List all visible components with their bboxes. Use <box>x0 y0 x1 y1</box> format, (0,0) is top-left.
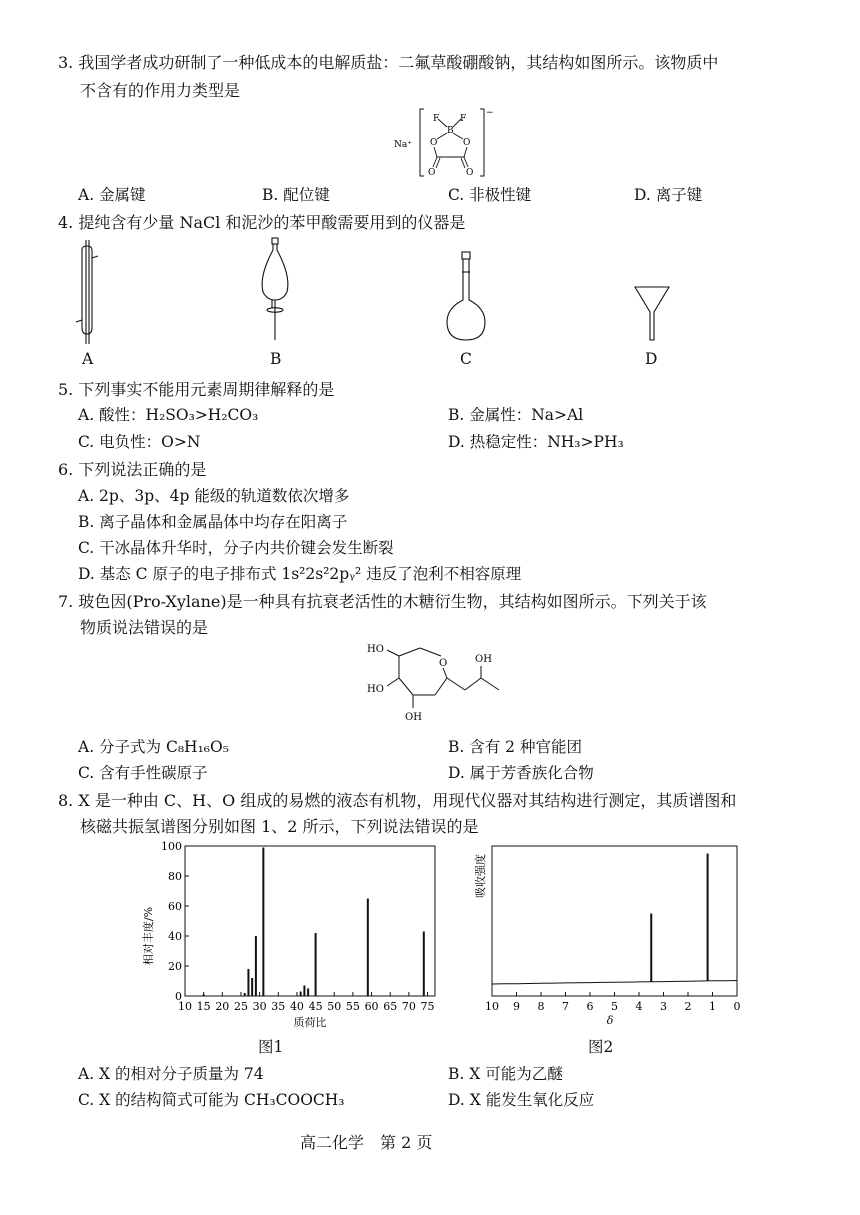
instrument-label-c: C <box>460 350 472 368</box>
instrument-label-a: A <box>82 350 94 368</box>
chart1-xtick-label: 40 <box>289 1000 304 1013</box>
q7-label-ring-o: O <box>439 658 448 669</box>
q7-option-b: B. 含有 2 种官能团 <box>448 738 582 756</box>
q3-atom-f2: F <box>460 114 467 124</box>
chart1-xlabel: 质荷比 <box>293 1016 327 1029</box>
chart2-xtick-label: 6 <box>586 1000 594 1013</box>
chart2-xtick-label: 5 <box>611 1000 618 1013</box>
volumetric-flask-icon <box>443 250 489 345</box>
chart1-ytick-label: 80 <box>168 870 182 883</box>
chart1-xtick-label: 20 <box>215 1000 230 1013</box>
q3-atom-o4: O <box>466 168 474 178</box>
q7-label-ho-left: HO <box>367 684 384 695</box>
chart1-ytick-label: 60 <box>168 900 182 913</box>
q4-stem: 4. 提纯含有少量 NaCl 和泥沙的苯甲酸需要用到的仪器是 <box>58 213 466 232</box>
q3-option-b: B. 配位键 <box>262 186 330 204</box>
chart2-xtick-label: 9 <box>513 1000 520 1013</box>
q3-atom-b: B <box>447 126 454 136</box>
chart1-xtick-label: 15 <box>196 1000 211 1013</box>
q7-structure-figure <box>365 640 535 730</box>
chart1-xtick-label: 75 <box>420 1000 435 1013</box>
chart1-xtick-label: 10 <box>178 1000 192 1013</box>
instrument-label-b: B <box>270 350 282 368</box>
q7-label-ho-top: HO <box>367 644 384 655</box>
q3-atom-o2: O <box>463 138 471 148</box>
chart1-xtick-label: 50 <box>327 1000 342 1013</box>
q3-stem-line1: 3. 我国学者成功研制了一种低成本的电解质盐：二氟草酸硼酸钠，其结构如图所示。该物质中 <box>58 53 719 72</box>
q8-option-c: C. X 的结构简式可能为 CH₃COOCH₃ <box>78 1091 345 1109</box>
chart2-xtick-label: 1 <box>709 1000 716 1013</box>
separatory-funnel-icon <box>255 236 295 346</box>
q5-option-c: C. 电负性：O>N <box>78 433 201 451</box>
q7-label-oh-chain: OH <box>475 654 492 665</box>
chart2-baseline <box>492 981 737 985</box>
q7-label-oh-bottom: OH <box>405 712 422 723</box>
q3-option-a: A. 金属键 <box>78 186 146 204</box>
q8-stem-line1: 8. X 是一种由 C、H、O 组成的易燃的液态有机物，用现代仪器对其结构进行测定，其质谱图和 <box>58 791 737 810</box>
instrument-label-d: D <box>645 350 658 368</box>
chart2-xtick-label: 4 <box>635 1000 643 1013</box>
q3-atom-o1: O <box>430 138 438 148</box>
chart1-xtick-label: 30 <box>252 1000 267 1013</box>
q5-option-a: A. 酸性：H₂SO₃>H₂CO₃ <box>78 406 259 424</box>
chart1-ytick-label: 0 <box>175 990 182 1003</box>
chart1-ytick-label: 40 <box>168 930 182 943</box>
chart2-xtick-label: 7 <box>562 1000 569 1013</box>
chart2-xtick-label: 2 <box>684 1000 692 1013</box>
chart2-xtick-label: 3 <box>660 1000 667 1013</box>
q6-option-c: C. 干冰晶体升华时，分子内共价键会发生断裂 <box>78 539 394 557</box>
q7-stem-line1: 7. 玻色因(Pro-Xylane)是一种具有抗衰老活性的木糖衍生物，其结构如图所示。下列关于该 <box>58 592 707 611</box>
chart2-xtick-label: 8 <box>537 1000 545 1013</box>
q7-stem-line2: 物质说法错误的是 <box>80 618 209 637</box>
chart1-ytick-label: 100 <box>161 840 182 853</box>
funnel-icon <box>632 284 672 344</box>
page-footer: 高二化学 第 2 页 <box>300 1133 433 1152</box>
chart1-xtick-label: 45 <box>308 1000 323 1013</box>
chart1-xtick-label: 35 <box>271 1000 286 1013</box>
q8-option-b: B. X 可能为乙醚 <box>448 1065 563 1083</box>
chart1-ytick-label: 20 <box>168 960 182 973</box>
condenser-icon <box>70 238 104 348</box>
q7-option-d: D. 属于芳香族化合物 <box>448 764 594 782</box>
chart1-xtick-label: 70 <box>401 1000 416 1013</box>
q6-option-b: B. 离子晶体和金属晶体中均存在阳离子 <box>78 513 348 531</box>
q3-cation-label: Na⁺ <box>394 140 412 150</box>
chart1-xtick-label: 65 <box>383 1000 398 1013</box>
q8-option-d: D. X 能发生氧化反应 <box>448 1091 595 1109</box>
nmr-spectrum-chart <box>470 836 750 1031</box>
q7-option-c: C. 含有手性碳原子 <box>78 764 208 782</box>
chart1-xtick-label: 55 <box>345 1000 360 1013</box>
chart2-xtick-label: 10 <box>485 1000 499 1013</box>
q3-charge-label: − <box>486 108 494 118</box>
chart1-xtick-label: 25 <box>233 1000 248 1013</box>
q5-option-b: B. 金属性：Na>Al <box>448 406 584 424</box>
q7-option-a: A. 分子式为 C₈H₁₆O₅ <box>78 738 229 756</box>
q6-stem: 6. 下列说法正确的是 <box>58 460 207 479</box>
chart2-xlabel: δ <box>606 1014 614 1027</box>
q5-option-d: D. 热稳定性：NH₃>PH₃ <box>448 433 624 451</box>
q3-option-d: D. 离子键 <box>634 186 703 204</box>
chart2-xtick-label: 0 <box>733 1000 741 1013</box>
chart1-xtick-label: 60 <box>364 1000 379 1013</box>
q5-stem: 5. 下列事实不能用元素周期律解释的是 <box>58 380 335 399</box>
mass-spectrum-chart <box>140 836 445 1031</box>
q8-option-a: A. X 的相对分子质量为 74 <box>78 1065 264 1083</box>
chart1-ylabel: 相对丰度/% <box>142 906 155 966</box>
figure1-caption: 图1 <box>258 1038 284 1056</box>
q3-structure-figure <box>390 105 500 180</box>
q3-atom-o3: O <box>428 168 436 178</box>
chart2-ylabel: 吸收强度 <box>474 854 487 898</box>
q6-option-d: D. 基态 C 原子的电子排布式 1s²2s²2pᵧ² 违反了泡利不相容原理 <box>78 565 522 583</box>
q6-option-a: A. 2p、3p、4p 能级的轨道数依次增多 <box>78 487 350 505</box>
q8-stem-line2: 核磁共振氢谱图分别如图 1、2 所示，下列说法错误的是 <box>80 817 479 836</box>
q3-stem-line2: 不含有的作用力类型是 <box>80 81 241 100</box>
q3-option-c: C. 非极性键 <box>448 186 532 204</box>
q3-atom-f1: F <box>433 114 440 124</box>
figure2-caption: 图2 <box>588 1038 614 1056</box>
